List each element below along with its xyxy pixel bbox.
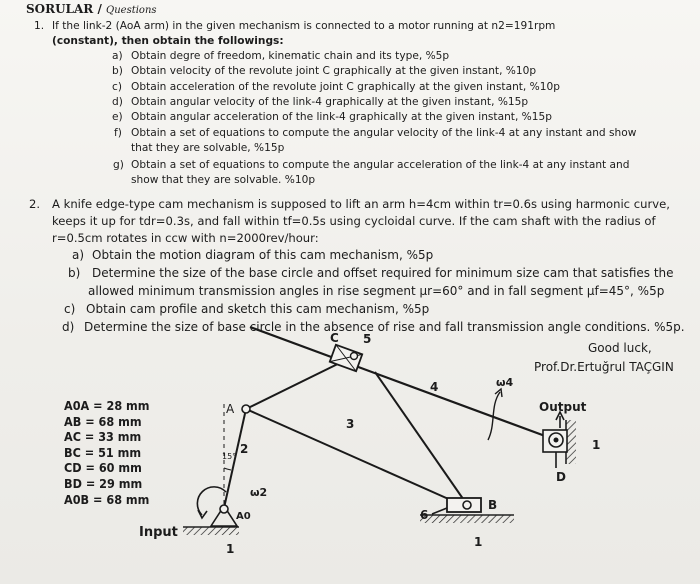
q1-item-f: Obtain a set of equations to compute the angular velocity of the link-4 at any instant and show (131, 127, 637, 139)
joint-c-label: C (330, 331, 339, 345)
q1-item-b: Obtain velocity of the revolute joint C graphically at the given instant, %10p (131, 65, 537, 77)
link-6-label: 6 (420, 508, 429, 522)
joint-b (463, 501, 471, 509)
q1-item-c-letter: c) (112, 81, 122, 93)
q2-stem-line3: r=0.5cm rotates in ccw with n=2000rev/hour: (52, 231, 319, 245)
joint-a0 (220, 505, 228, 513)
q1-item-g: Obtain a set of equations to compute the angular acceleration of the link-4 at any instant and (131, 159, 630, 171)
ground-a0-hatch (183, 527, 239, 535)
q2-item-b-cont: allowed minimum transmission angles in rise segment μr=60° and in fall segment μf=45°, %5p (88, 284, 665, 298)
q1-stem-line1: If the link-2 (AoA arm) in the given mechanism is connected to a motor running at n2=191rpm (52, 20, 556, 32)
header-sep: / (93, 2, 107, 16)
joint-a0-label: A0 (236, 511, 251, 522)
joint-b-label: B (488, 498, 498, 512)
link-cb (375, 372, 468, 506)
dim-row: A0B = 68 mm (64, 491, 150, 507)
link-1-right-label: 1 (474, 535, 483, 549)
joint-d-label: D (556, 470, 566, 484)
pointer-6 (432, 508, 447, 514)
dim-row: AC = 33 mm (64, 429, 142, 445)
q2-item-b-letter: b) (68, 266, 81, 280)
link-5-label: 5 (363, 332, 372, 346)
angle-arc (224, 468, 231, 470)
input-arrowhead (198, 510, 207, 518)
dim-row: A0A = 28 mm (64, 398, 150, 413)
q1-item-e-letter: e) (112, 111, 123, 123)
q2-item-a: Obtain the motion diagram of this cam mechanism, %5p (92, 248, 434, 262)
link-1-left-label: 1 (226, 542, 235, 556)
q1-item-f-cont: that they are solvable, %15p (131, 142, 285, 154)
joint-a-label: A (226, 402, 235, 416)
link-2-label: 2 (240, 442, 249, 456)
q1-number: 1. (34, 20, 45, 32)
q1-item-f-letter: f) (114, 127, 122, 139)
q1-item-d-letter: d) (112, 96, 123, 108)
angle-label: 15° (222, 452, 237, 461)
output-label: Output (539, 400, 587, 414)
q1-item-a-letter: a) (112, 50, 123, 62)
ground-b-hatch (420, 515, 514, 523)
q1-stem-line2: (constant), then obtain the followings: (52, 35, 284, 47)
link-1-out-label: 1 (592, 438, 601, 452)
q2-item-d-letter: d) (62, 320, 75, 334)
q2-item-c-letter: c) (64, 302, 76, 316)
q2-number: 2. (29, 197, 41, 211)
link-3-label: 3 (346, 417, 355, 431)
omega4-label: ω4 (496, 376, 514, 389)
q2-item-a-letter: a) (72, 248, 85, 262)
signature-line1: Good luck, (588, 341, 652, 355)
dim-row: CD = 60 mm (64, 460, 142, 476)
link-4-label: 4 (430, 380, 439, 394)
q2-stem-line2: keeps it up for tdr=0.3s, and fall within tf=0.5s using cycloidal curve. If the cam shaft with the radius of (52, 214, 656, 228)
q1-item-g-letter: g) (113, 159, 124, 171)
omega2-label: ω2 (250, 486, 268, 499)
q1-item-b-letter: b) (112, 65, 123, 77)
dim-row: BC = 51 mm (64, 444, 142, 460)
q1-item-c: Obtain acceleration of the revolute joint C graphically at the given instant, %10p (131, 81, 560, 93)
input-label: Input (139, 525, 178, 540)
header-subtitle: Questions (106, 5, 157, 16)
q1-item-g-cont: show that they are solvable. %10p (131, 174, 316, 186)
q1-item-e: Obtain angular acceleration of the link-4 graphically at the given instant, %15p (131, 111, 552, 123)
q2-item-b: Determine the size of the base circle and offset required for minimum size cam that satisfies the (92, 266, 674, 280)
header-title: SORULAR (26, 2, 94, 16)
q1-item-a: Obtain degre of freedom, kinematic chain and its type, %5p (131, 50, 450, 62)
q2-item-d: Determine the size of base circle in the absence of rise and fall transmission angle conditions. %5p. (84, 320, 685, 334)
joint-d-center (554, 438, 559, 443)
q1-item-d: Obtain angular velocity of the link-4 graphically at the given instant, %15p (131, 96, 529, 108)
dim-row: BD = 29 mm (64, 475, 143, 491)
q2-stem-line1: A knife edge-type cam mechanism is supposed to lift an arm h=4cm within tr=0.6s using harmonic curve, (52, 197, 670, 211)
q2-item-c: Obtain cam profile and sketch this cam mechanism, %5p (86, 302, 430, 316)
dim-row: AB = 68 mm (64, 413, 142, 429)
joint-a (242, 405, 250, 413)
joint-c (351, 353, 358, 360)
signature-line2: Prof.Dr.Ertuğrul TAÇGIN (534, 360, 674, 374)
